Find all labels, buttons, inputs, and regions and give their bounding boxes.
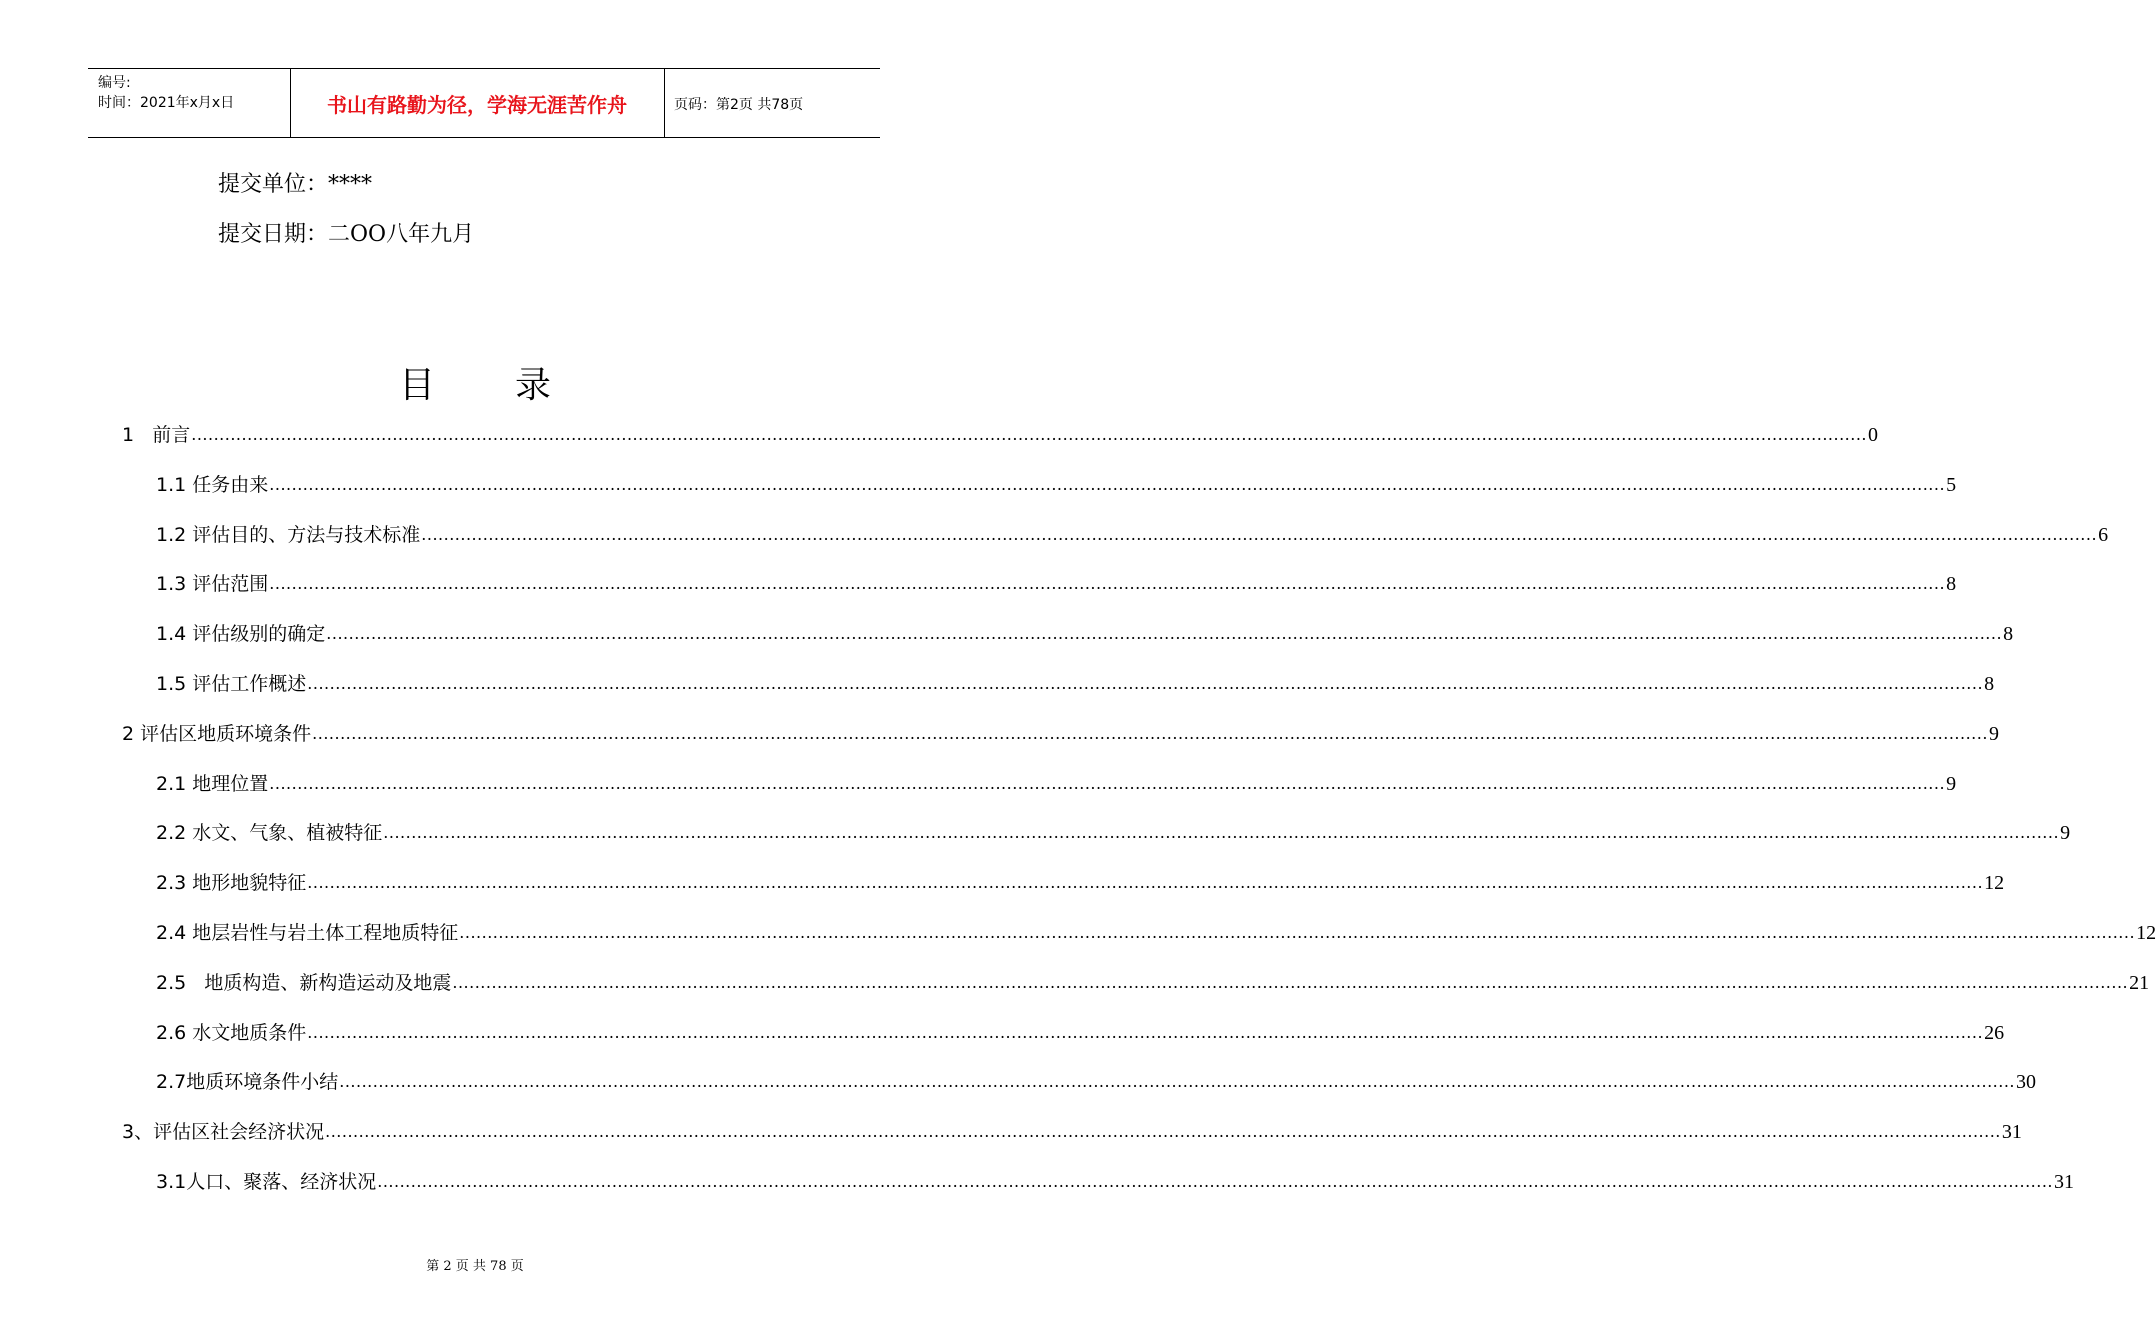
toc-entry-number: 1.3 <box>156 573 193 596</box>
toc-entry-label: 水文地质条件 <box>192 1021 307 1044</box>
header-page-info: 页码：第2页 共78页 <box>674 97 804 113</box>
toc-entry[interactable] <box>156 918 2156 948</box>
submission-unit: 提交单位：**** <box>218 172 373 197</box>
toc-entry-number: 1 <box>122 424 153 446</box>
toc-entry-number: 2.4 <box>156 922 193 944</box>
toc-entry[interactable] <box>156 769 1957 799</box>
toc-entry[interactable] <box>122 1117 2022 1147</box>
toc-entry-page: 30 <box>2016 1071 2037 1094</box>
toc-entry-label: 地质环境条件小结 <box>186 1071 339 1094</box>
toc-leader-dots: ............................................................................................................................................................................................................................................................................................................ <box>377 1172 2054 1191</box>
toc-entry[interactable] <box>156 619 2014 649</box>
toc-leader-dots: ............................................................................................................................................................................................................................................................................................................ <box>307 873 1984 893</box>
toc-leader-dots: ............................................................................................................................................................................................................................................................................................................ <box>383 823 2060 843</box>
toc-entry-page: 5 <box>1946 473 1957 496</box>
toc-title-right: 录 <box>515 365 552 406</box>
toc-entry-label: 人口、聚落、经济状况 <box>186 1171 377 1193</box>
toc-leader-dots: ............................................................................................................................................................................................................................................................................................................ <box>307 674 1984 693</box>
toc-entry-number: 2 <box>122 722 141 745</box>
toc-entry-page: 6 <box>2098 523 2109 546</box>
header-divider <box>664 69 665 137</box>
toc-leader-dots: ............................................................................................................................................................................................................................................................................................................ <box>325 1122 2001 1142</box>
toc-entry-label: 地质构造、新构造运动及地震 <box>192 971 452 994</box>
toc-entry-number: 3.1 <box>156 1171 187 1193</box>
toc-entry-number: 2.1 <box>156 772 193 795</box>
toc-entry-number: 2.5 <box>156 971 193 994</box>
toc-entry[interactable] <box>156 968 2150 998</box>
toc-entry-page: 31 <box>2054 1171 2075 1193</box>
toc-entry-page: 8 <box>1946 573 1957 596</box>
toc-entry-number: 2.3 <box>156 872 193 895</box>
toc-entry-number: 2.2 <box>156 822 193 845</box>
toc-leader-dots: ............................................................................................................................................................................................................................................................................................................ <box>307 1022 1984 1042</box>
toc-entry-label: 任务由来 <box>192 473 269 496</box>
toc-entry-label: 地理位置 <box>192 772 269 795</box>
toc-entry-number: 2.6 <box>156 1021 193 1044</box>
toc-entry-page: 12 <box>2136 922 2156 944</box>
toc-entry-page: 12 <box>1984 872 2005 895</box>
toc-leader-dots: ............................................................................................................................................................................................................................................................................................................ <box>269 574 1946 594</box>
toc-entry-number: 2.7 <box>156 1071 187 1094</box>
toc-entry-label: 评估工作概述 <box>192 673 307 695</box>
toc-entry-label: 前言 <box>152 424 191 446</box>
toc-entry-label: 水文、气象、植被特征 <box>192 822 383 845</box>
toc-entry-label: 地形地貌特征 <box>192 872 307 895</box>
submission-date: 提交日期：二OO八年九月 <box>218 222 475 247</box>
toc-entry-label: 评估区地质环境条件 <box>140 722 312 745</box>
toc-entry[interactable] <box>156 669 1995 699</box>
toc-entry-number: 1.5 <box>156 673 193 695</box>
toc-entry[interactable] <box>156 1067 2037 1097</box>
toc-entry[interactable] <box>156 868 2005 898</box>
toc-entry-label: 评估范围 <box>192 573 269 596</box>
toc-entry[interactable] <box>122 420 1879 450</box>
toc-entry-page: 26 <box>1984 1021 2005 1044</box>
toc-leader-dots: ............................................................................................................................................................................................................................................................................................................ <box>312 723 1988 743</box>
toc-leader-dots: ............................................................................................................................................................................................................................................................................................................ <box>421 524 2098 544</box>
toc-entry[interactable] <box>156 470 1957 500</box>
toc-entry[interactable] <box>156 818 2071 848</box>
toc-entry[interactable] <box>156 569 1957 599</box>
toc-entry[interactable] <box>156 1167 2075 1197</box>
toc-entry-number: 3、 <box>122 1121 154 1144</box>
toc-leader-dots: ............................................................................................................................................................................................................................................................................................................ <box>269 474 1946 494</box>
toc-entry-label: 评估目的、方法与技术标准 <box>192 523 421 546</box>
toc-entry-label: 评估区社会经济状况 <box>153 1121 325 1144</box>
toc-entry-label: 地层岩性与岩土体工程地质特征 <box>192 922 459 944</box>
header-meta <box>98 73 234 113</box>
toc-entry[interactable] <box>156 1018 2005 1048</box>
toc-entry-page: 9 <box>1946 772 1957 795</box>
toc-entry[interactable] <box>122 719 1999 749</box>
toc-entry[interactable] <box>156 520 2109 550</box>
toc-entry-page: 0 <box>1868 424 1879 446</box>
toc-entry-page: 9 <box>2060 822 2071 845</box>
toc-leader-dots: ............................................................................................................................................................................................................................................................................................................ <box>459 923 2136 942</box>
toc-leader-dots: ............................................................................................................................................................................................................................................................................................................ <box>191 425 1868 444</box>
toc-entry-number: 1.2 <box>156 523 193 546</box>
toc-entry-page: 8 <box>1984 673 1995 695</box>
page-header <box>88 68 880 138</box>
page-footer: 第 2 页 共 78 页 <box>426 1259 524 1274</box>
header-motto: 书山有路勤为径，学海无涯苦作舟 <box>327 93 627 117</box>
toc-entry-page: 9 <box>1988 722 1999 745</box>
toc-entry-page: 8 <box>2003 623 2014 646</box>
toc-entry-page: 21 <box>2129 971 2150 994</box>
toc-leader-dots: ............................................................................................................................................................................................................................................................................................................ <box>339 1072 2016 1092</box>
toc-entry-label: 评估级别的确定 <box>192 623 326 646</box>
toc-leader-dots: ............................................................................................................................................................................................................................................................................................................ <box>269 773 1946 793</box>
toc-entry-number: 1.4 <box>156 623 193 646</box>
toc-entry-page: 31 <box>2001 1121 2022 1144</box>
toc-title-left: 目 <box>398 365 435 406</box>
toc-leader-dots: ............................................................................................................................................................................................................................................................................................................ <box>452 972 2129 992</box>
toc-leader-dots: ............................................................................................................................................................................................................................................................................................................ <box>326 624 2003 644</box>
toc-entry-number: 1.1 <box>156 473 193 496</box>
header-time-label: 时间：2021年x月x日 <box>98 95 235 111</box>
header-number-label: 编号: <box>98 75 131 91</box>
toc-title <box>0 362 950 410</box>
